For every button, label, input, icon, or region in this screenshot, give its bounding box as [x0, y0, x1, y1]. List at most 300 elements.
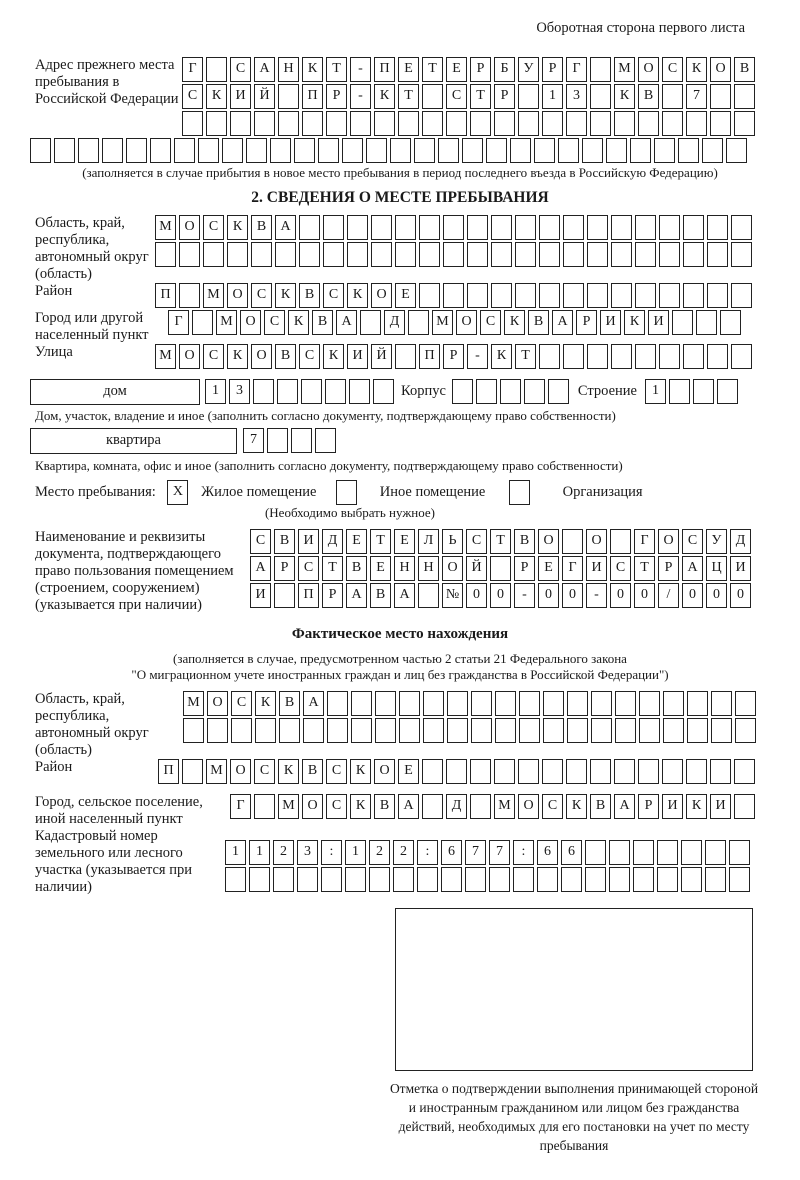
- stay-type-checkbox-organization[interactable]: [509, 480, 530, 505]
- char-box[interactable]: [278, 84, 299, 109]
- char-box[interactable]: [443, 283, 464, 308]
- char-box[interactable]: К: [491, 344, 512, 369]
- char-box[interactable]: [446, 759, 467, 784]
- char-box[interactable]: В: [638, 84, 659, 109]
- char-box[interactable]: [375, 691, 396, 716]
- char-box[interactable]: [611, 215, 632, 240]
- char-box[interactable]: [198, 138, 219, 163]
- char-box[interactable]: [273, 867, 294, 892]
- char-box[interactable]: 0: [562, 583, 583, 608]
- char-box[interactable]: [325, 379, 346, 404]
- char-box[interactable]: [633, 867, 654, 892]
- char-box[interactable]: К: [566, 794, 587, 819]
- char-box[interactable]: П: [302, 84, 323, 109]
- char-box[interactable]: [267, 428, 288, 453]
- char-box[interactable]: Л: [418, 529, 439, 554]
- char-box[interactable]: Н: [394, 556, 415, 581]
- char-box[interactable]: [659, 215, 680, 240]
- char-box[interactable]: С: [446, 84, 467, 109]
- char-box[interactable]: [561, 867, 582, 892]
- char-box[interactable]: [470, 759, 491, 784]
- char-box[interactable]: Д: [446, 794, 467, 819]
- char-box[interactable]: [422, 759, 443, 784]
- char-box[interactable]: О: [207, 691, 228, 716]
- char-box[interactable]: [443, 215, 464, 240]
- char-box[interactable]: А: [250, 556, 271, 581]
- char-box[interactable]: [360, 310, 381, 335]
- char-box[interactable]: В: [299, 283, 320, 308]
- char-box[interactable]: [635, 215, 656, 240]
- char-box[interactable]: [327, 718, 348, 743]
- char-box[interactable]: Т: [470, 84, 491, 109]
- char-box[interactable]: [524, 379, 545, 404]
- char-box[interactable]: 3: [297, 840, 318, 865]
- char-box[interactable]: -: [467, 344, 488, 369]
- char-box[interactable]: [735, 718, 756, 743]
- char-box[interactable]: [729, 867, 750, 892]
- char-box[interactable]: В: [312, 310, 333, 335]
- char-box[interactable]: И: [648, 310, 669, 335]
- char-box[interactable]: П: [298, 583, 319, 608]
- char-box[interactable]: [486, 138, 507, 163]
- char-box[interactable]: Е: [394, 529, 415, 554]
- char-box[interactable]: И: [730, 556, 751, 581]
- char-box[interactable]: Г: [230, 794, 251, 819]
- char-box[interactable]: [150, 138, 171, 163]
- char-box[interactable]: 1: [205, 379, 226, 404]
- char-box[interactable]: 2: [273, 840, 294, 865]
- char-box[interactable]: В: [275, 344, 296, 369]
- char-box[interactable]: [542, 759, 563, 784]
- char-box[interactable]: [102, 138, 123, 163]
- char-box[interactable]: К: [288, 310, 309, 335]
- char-box[interactable]: 0: [538, 583, 559, 608]
- char-box[interactable]: [591, 691, 612, 716]
- char-box[interactable]: [182, 111, 203, 136]
- char-box[interactable]: 7: [686, 84, 707, 109]
- char-box[interactable]: [299, 215, 320, 240]
- char-box[interactable]: 3: [229, 379, 250, 404]
- char-box[interactable]: М: [183, 691, 204, 716]
- char-box[interactable]: [681, 867, 702, 892]
- char-box[interactable]: [590, 759, 611, 784]
- char-box[interactable]: [615, 718, 636, 743]
- char-box[interactable]: [669, 379, 690, 404]
- char-box[interactable]: 1: [345, 840, 366, 865]
- char-box[interactable]: Р: [658, 556, 679, 581]
- char-box[interactable]: 0: [610, 583, 631, 608]
- char-box[interactable]: П: [155, 283, 176, 308]
- char-box[interactable]: [422, 111, 443, 136]
- char-box[interactable]: М: [278, 794, 299, 819]
- char-box[interactable]: В: [374, 794, 395, 819]
- char-box[interactable]: О: [251, 344, 272, 369]
- char-box[interactable]: [518, 111, 539, 136]
- char-box[interactable]: [465, 867, 486, 892]
- char-box[interactable]: [183, 718, 204, 743]
- char-box[interactable]: С: [466, 529, 487, 554]
- char-box[interactable]: [638, 111, 659, 136]
- char-box[interactable]: [515, 242, 536, 267]
- char-box[interactable]: И: [586, 556, 607, 581]
- char-box[interactable]: [582, 138, 603, 163]
- char-box[interactable]: [500, 379, 521, 404]
- char-box[interactable]: У: [518, 57, 539, 82]
- char-box[interactable]: [510, 138, 531, 163]
- char-box[interactable]: О: [179, 344, 200, 369]
- char-box[interactable]: К: [686, 794, 707, 819]
- char-box[interactable]: [419, 215, 440, 240]
- char-box[interactable]: Т: [490, 529, 511, 554]
- char-box[interactable]: [398, 111, 419, 136]
- char-box[interactable]: К: [227, 215, 248, 240]
- char-box[interactable]: [710, 111, 731, 136]
- char-box[interactable]: С: [299, 344, 320, 369]
- char-box[interactable]: [563, 283, 584, 308]
- char-box[interactable]: [710, 759, 731, 784]
- char-box[interactable]: [395, 242, 416, 267]
- char-box[interactable]: [422, 794, 443, 819]
- char-box[interactable]: Т: [422, 57, 443, 82]
- char-box[interactable]: [609, 840, 630, 865]
- char-box[interactable]: [729, 840, 750, 865]
- char-box[interactable]: К: [275, 283, 296, 308]
- char-box[interactable]: [230, 111, 251, 136]
- char-box[interactable]: [726, 138, 747, 163]
- char-box[interactable]: [471, 718, 492, 743]
- char-box[interactable]: [375, 718, 396, 743]
- char-box[interactable]: [566, 111, 587, 136]
- char-box[interactable]: Е: [538, 556, 559, 581]
- char-box[interactable]: М: [432, 310, 453, 335]
- char-box[interactable]: [566, 759, 587, 784]
- char-box[interactable]: [30, 138, 51, 163]
- char-box[interactable]: [513, 867, 534, 892]
- char-box[interactable]: [350, 111, 371, 136]
- char-box[interactable]: [345, 867, 366, 892]
- char-box[interactable]: Н: [278, 57, 299, 82]
- char-box[interactable]: [390, 138, 411, 163]
- char-box[interactable]: -: [514, 583, 535, 608]
- char-box[interactable]: Е: [346, 529, 367, 554]
- char-box[interactable]: [467, 283, 488, 308]
- char-box[interactable]: [251, 242, 272, 267]
- char-box[interactable]: [408, 310, 429, 335]
- char-box[interactable]: [562, 529, 583, 554]
- char-box[interactable]: [318, 138, 339, 163]
- char-box[interactable]: [707, 215, 728, 240]
- char-box[interactable]: И: [347, 344, 368, 369]
- char-box[interactable]: [539, 215, 560, 240]
- char-box[interactable]: №: [442, 583, 463, 608]
- char-box[interactable]: [611, 283, 632, 308]
- char-box[interactable]: [371, 215, 392, 240]
- char-box[interactable]: [302, 111, 323, 136]
- char-box[interactable]: [686, 759, 707, 784]
- char-box[interactable]: В: [274, 529, 295, 554]
- char-box[interactable]: [395, 344, 416, 369]
- char-box[interactable]: [270, 138, 291, 163]
- char-box[interactable]: [326, 111, 347, 136]
- char-box[interactable]: [683, 215, 704, 240]
- char-box[interactable]: [542, 111, 563, 136]
- char-box[interactable]: [587, 215, 608, 240]
- char-box[interactable]: И: [298, 529, 319, 554]
- char-box[interactable]: Г: [168, 310, 189, 335]
- char-box[interactable]: В: [251, 215, 272, 240]
- char-box[interactable]: [254, 111, 275, 136]
- char-box[interactable]: [639, 718, 660, 743]
- char-box[interactable]: 1: [249, 840, 270, 865]
- char-box[interactable]: Р: [576, 310, 597, 335]
- char-box[interactable]: [323, 215, 344, 240]
- char-box[interactable]: К: [206, 84, 227, 109]
- char-box[interactable]: В: [346, 556, 367, 581]
- char-box[interactable]: [519, 691, 540, 716]
- char-box[interactable]: [371, 242, 392, 267]
- char-box[interactable]: [399, 691, 420, 716]
- char-box[interactable]: А: [336, 310, 357, 335]
- char-box[interactable]: А: [394, 583, 415, 608]
- char-box[interactable]: О: [538, 529, 559, 554]
- char-box[interactable]: [206, 57, 227, 82]
- char-box[interactable]: [155, 242, 176, 267]
- char-box[interactable]: [611, 242, 632, 267]
- char-box[interactable]: В: [514, 529, 535, 554]
- char-box[interactable]: Е: [395, 283, 416, 308]
- char-box[interactable]: 0: [730, 583, 751, 608]
- char-box[interactable]: [707, 283, 728, 308]
- char-box[interactable]: [731, 283, 752, 308]
- char-box[interactable]: [563, 242, 584, 267]
- char-box[interactable]: [683, 283, 704, 308]
- char-box[interactable]: [614, 759, 635, 784]
- char-box[interactable]: [707, 242, 728, 267]
- char-box[interactable]: [417, 867, 438, 892]
- char-box[interactable]: Г: [562, 556, 583, 581]
- char-box[interactable]: 1: [542, 84, 563, 109]
- char-box[interactable]: [585, 840, 606, 865]
- char-box[interactable]: [711, 718, 732, 743]
- char-box[interactable]: Н: [418, 556, 439, 581]
- char-box[interactable]: [539, 283, 560, 308]
- char-box[interactable]: К: [227, 344, 248, 369]
- char-box[interactable]: [373, 379, 394, 404]
- char-box[interactable]: [672, 310, 693, 335]
- char-box[interactable]: [696, 310, 717, 335]
- char-box[interactable]: О: [240, 310, 261, 335]
- char-box[interactable]: [54, 138, 75, 163]
- char-box[interactable]: [423, 718, 444, 743]
- char-box[interactable]: [299, 242, 320, 267]
- char-box[interactable]: У: [706, 529, 727, 554]
- char-box[interactable]: [491, 242, 512, 267]
- char-box[interactable]: [438, 138, 459, 163]
- char-box[interactable]: [731, 215, 752, 240]
- char-box[interactable]: [659, 242, 680, 267]
- char-box[interactable]: Т: [370, 529, 391, 554]
- char-box[interactable]: Г: [566, 57, 587, 82]
- char-box[interactable]: [470, 794, 491, 819]
- char-box[interactable]: [447, 718, 468, 743]
- char-box[interactable]: [277, 379, 298, 404]
- char-box[interactable]: [683, 242, 704, 267]
- char-box[interactable]: П: [374, 57, 395, 82]
- char-box[interactable]: [78, 138, 99, 163]
- char-box[interactable]: [639, 691, 660, 716]
- char-box[interactable]: [249, 867, 270, 892]
- char-box[interactable]: Б: [494, 57, 515, 82]
- char-box[interactable]: К: [624, 310, 645, 335]
- char-box[interactable]: С: [298, 556, 319, 581]
- char-box[interactable]: Г: [634, 529, 655, 554]
- char-box[interactable]: А: [614, 794, 635, 819]
- char-box[interactable]: [687, 718, 708, 743]
- char-box[interactable]: [467, 242, 488, 267]
- char-box[interactable]: [494, 759, 515, 784]
- char-box[interactable]: Р: [638, 794, 659, 819]
- char-box[interactable]: С: [662, 57, 683, 82]
- char-box[interactable]: Г: [182, 57, 203, 82]
- stay-type-checkbox-residential[interactable]: X: [167, 480, 188, 505]
- char-box[interactable]: [126, 138, 147, 163]
- char-box[interactable]: [735, 691, 756, 716]
- char-box[interactable]: Д: [730, 529, 751, 554]
- char-box[interactable]: [518, 84, 539, 109]
- char-box[interactable]: А: [303, 691, 324, 716]
- char-box[interactable]: М: [206, 759, 227, 784]
- char-box[interactable]: [515, 283, 536, 308]
- char-box[interactable]: К: [374, 84, 395, 109]
- char-box[interactable]: 0: [682, 583, 703, 608]
- char-box[interactable]: В: [279, 691, 300, 716]
- char-box[interactable]: [206, 111, 227, 136]
- char-box[interactable]: Р: [542, 57, 563, 82]
- char-box[interactable]: [470, 111, 491, 136]
- char-box[interactable]: [543, 718, 564, 743]
- char-box[interactable]: О: [230, 759, 251, 784]
- char-box[interactable]: [662, 759, 683, 784]
- char-box[interactable]: [231, 718, 252, 743]
- char-box[interactable]: [395, 215, 416, 240]
- char-box[interactable]: 3: [566, 84, 587, 109]
- char-box[interactable]: А: [275, 215, 296, 240]
- char-box[interactable]: А: [552, 310, 573, 335]
- char-box[interactable]: [590, 84, 611, 109]
- char-box[interactable]: [443, 242, 464, 267]
- char-box[interactable]: [222, 138, 243, 163]
- char-box[interactable]: С: [250, 529, 271, 554]
- char-box[interactable]: П: [158, 759, 179, 784]
- char-box[interactable]: К: [350, 794, 371, 819]
- char-box[interactable]: [279, 718, 300, 743]
- char-box[interactable]: [495, 718, 516, 743]
- char-box[interactable]: С: [251, 283, 272, 308]
- char-box[interactable]: [369, 867, 390, 892]
- char-box[interactable]: [374, 111, 395, 136]
- char-box[interactable]: [710, 84, 731, 109]
- char-box[interactable]: [585, 867, 606, 892]
- char-box[interactable]: С: [264, 310, 285, 335]
- char-box[interactable]: Т: [634, 556, 655, 581]
- char-box[interactable]: П: [419, 344, 440, 369]
- char-box[interactable]: [419, 283, 440, 308]
- char-box[interactable]: [663, 691, 684, 716]
- char-box[interactable]: [563, 215, 584, 240]
- char-box[interactable]: :: [417, 840, 438, 865]
- char-box[interactable]: [294, 138, 315, 163]
- char-box[interactable]: О: [371, 283, 392, 308]
- char-box[interactable]: И: [230, 84, 251, 109]
- char-box[interactable]: [519, 718, 540, 743]
- char-box[interactable]: [558, 138, 579, 163]
- char-box[interactable]: С: [610, 556, 631, 581]
- char-box[interactable]: И: [662, 794, 683, 819]
- char-box[interactable]: И: [600, 310, 621, 335]
- char-box[interactable]: Е: [370, 556, 391, 581]
- char-box[interactable]: [321, 867, 342, 892]
- char-box[interactable]: [275, 242, 296, 267]
- char-box[interactable]: [297, 867, 318, 892]
- char-box[interactable]: Е: [398, 57, 419, 82]
- char-box[interactable]: [323, 242, 344, 267]
- char-box[interactable]: [611, 344, 632, 369]
- char-box[interactable]: О: [302, 794, 323, 819]
- char-box[interactable]: [254, 794, 275, 819]
- char-box[interactable]: С: [203, 215, 224, 240]
- char-box[interactable]: [441, 867, 462, 892]
- char-box[interactable]: В: [302, 759, 323, 784]
- char-box[interactable]: К: [347, 283, 368, 308]
- char-box[interactable]: [418, 583, 439, 608]
- char-box[interactable]: [246, 138, 267, 163]
- char-box[interactable]: [693, 379, 714, 404]
- char-box[interactable]: [591, 718, 612, 743]
- char-box[interactable]: [609, 867, 630, 892]
- char-box[interactable]: [606, 138, 627, 163]
- char-box[interactable]: И: [250, 583, 271, 608]
- char-box[interactable]: [734, 84, 755, 109]
- char-box[interactable]: [414, 138, 435, 163]
- char-box[interactable]: 1: [645, 379, 666, 404]
- char-box[interactable]: [179, 242, 200, 267]
- char-box[interactable]: [734, 759, 755, 784]
- char-box[interactable]: [534, 138, 555, 163]
- char-box[interactable]: 6: [537, 840, 558, 865]
- char-box[interactable]: [327, 691, 348, 716]
- char-box[interactable]: 7: [243, 428, 264, 453]
- char-box[interactable]: Ц: [706, 556, 727, 581]
- char-box[interactable]: М: [155, 344, 176, 369]
- char-box[interactable]: О: [442, 556, 463, 581]
- char-box[interactable]: [179, 283, 200, 308]
- char-box[interactable]: [537, 867, 558, 892]
- char-box[interactable]: [447, 691, 468, 716]
- char-box[interactable]: -: [586, 583, 607, 608]
- char-box[interactable]: [518, 759, 539, 784]
- char-box[interactable]: [734, 794, 755, 819]
- char-box[interactable]: [423, 691, 444, 716]
- char-box[interactable]: М: [494, 794, 515, 819]
- char-box[interactable]: [702, 138, 723, 163]
- char-box[interactable]: [705, 840, 726, 865]
- char-box[interactable]: М: [216, 310, 237, 335]
- char-box[interactable]: [705, 867, 726, 892]
- char-box[interactable]: К: [350, 759, 371, 784]
- char-box[interactable]: [587, 344, 608, 369]
- char-box[interactable]: С: [682, 529, 703, 554]
- char-box[interactable]: [548, 379, 569, 404]
